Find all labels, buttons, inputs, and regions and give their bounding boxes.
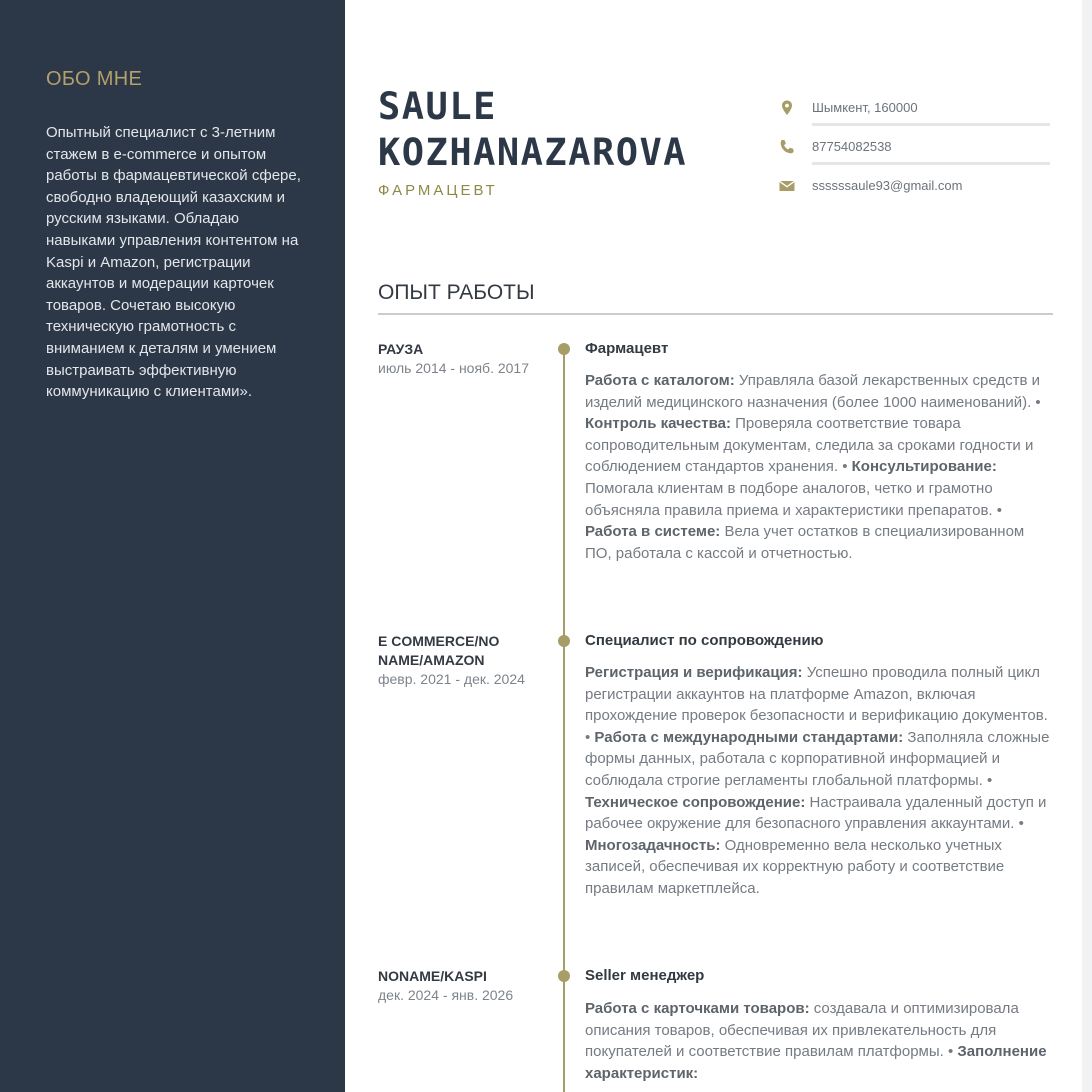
- desc-label: Консультирование:: [851, 458, 997, 476]
- company-name: РАУЗА: [378, 341, 424, 357]
- desc-label: Работа с карточками товаров:: [585, 1000, 810, 1017]
- desc-text: Одновременно вела несколько учетных записей, обеспечивая их корректную работу и соответствие правилам маркетплейса.: [585, 836, 1005, 897]
- timeline-dot: [558, 343, 570, 355]
- company-name: NONAME/KASPI: [378, 968, 487, 984]
- contact-email: [778, 166, 1050, 204]
- contact-phone: [778, 127, 1050, 165]
- desc-label: Контроль качества:: [585, 415, 731, 433]
- desc-text: Проверяла соответствие товара сопроводительным документам, следила за сроками годности и соблюдением стандартов хранения. •: [585, 415, 1034, 476]
- desc-text: Успешно проводила полный цикл регистрации аккаунтов на платформе Amazon, включая прохождение проверок безопасности и верификацию документов. •: [585, 664, 1048, 746]
- job-description: [585, 370, 1053, 564]
- desc-text: Вела учет остатков в специализированном ПО, работала с кассой и отчетностью.: [585, 523, 1025, 562]
- page-edge: [1082, 0, 1092, 1092]
- desc-text: Помогала клиентам в подборе аналогов, четко и грамотно объясняла правила приема и характеристики препаратов. •: [585, 479, 1003, 519]
- desc-text: Управляла базой лекарственных средств и изделий медицинского назначения (более 1000 наименований). •: [585, 372, 1041, 411]
- job-position: Фармацевт: [585, 340, 669, 357]
- job-title-header: ФАРМАЦЕВТ: [378, 182, 498, 199]
- last-name: KOZHANAZAROVA: [378, 131, 688, 174]
- desc-label: Работа в системе:: [585, 523, 721, 541]
- desc-text: Заполняла сложные формы данных, работала с корпоративной информацией и соблюдала строгие регламенты глобальной платформы. •: [585, 728, 1050, 789]
- desc-text: создавала и оптимизировала описания товаров, обеспечивая их привлекательность для покупателей и соответствие правилам платформы. •: [585, 1000, 1019, 1061]
- job-description: [585, 662, 1053, 900]
- about-heading: ОБО МНЕ: [46, 68, 143, 90]
- job-period: февр. 2021 - дек. 2024: [378, 671, 525, 687]
- desc-label: Многозадачность:: [585, 836, 721, 854]
- desc-label: Заполнение характеристик:: [585, 1043, 1047, 1082]
- location-pin-icon: [778, 99, 796, 117]
- company-name: E COMMERCE/NO NAME/AMAZON: [378, 633, 500, 668]
- experience-heading: ОПЫТ РАБОТЫ: [378, 281, 535, 304]
- contact-divider: [812, 123, 1050, 126]
- desc-label: Работа с каталогом:: [585, 372, 735, 389]
- sidebar: [0, 0, 345, 1092]
- first-name: SAULE: [378, 85, 497, 128]
- phone-icon: [778, 138, 796, 156]
- envelope-icon: [778, 177, 796, 195]
- candidate-name: [378, 84, 738, 176]
- job-description: [585, 998, 1053, 1084]
- contact-location-text: Шымкент, 160000: [812, 100, 918, 115]
- about-text: Опытный специалист с 3-летним стажем в e-commerce и опытом работы в фармацевтической сфере, свободно владеющий казахским и русским языками. Обладаю навыками управления контентом на Kaspi и Amazon, регистрации аккаунтов и модерации карточек товаров. Сочетаю высокую техническую грамотность с вниманием к деталям и умением выстраивать эффективную коммуникацию с клиентами».: [46, 124, 301, 401]
- desc-label: Регистрация и верификация:: [585, 664, 803, 681]
- contact-location: [778, 88, 1050, 126]
- desc-label: Техническое сопровождение:: [585, 793, 806, 811]
- section-divider: [378, 313, 1053, 315]
- job-position: Seller менеджер: [585, 967, 705, 984]
- desc-label: Работа с международными стандартами:: [594, 728, 904, 746]
- timeline-dot: [558, 970, 570, 982]
- contact-email-text: ssssssaule93@gmail.com: [812, 178, 963, 193]
- timeline-dot: [558, 635, 570, 647]
- job-period: июль 2014 - нояб. 2017: [378, 360, 529, 376]
- job-position: Специалист по сопровождению: [585, 632, 824, 649]
- job-period: дек. 2024 - янв. 2026: [378, 987, 514, 1003]
- contact-phone-text: 87754082538: [812, 139, 892, 154]
- contact-divider: [812, 162, 1050, 165]
- desc-text: Настраивала удаленный доступ и рабочее окружение для безопасного управления аккаунтами. •: [585, 793, 1047, 833]
